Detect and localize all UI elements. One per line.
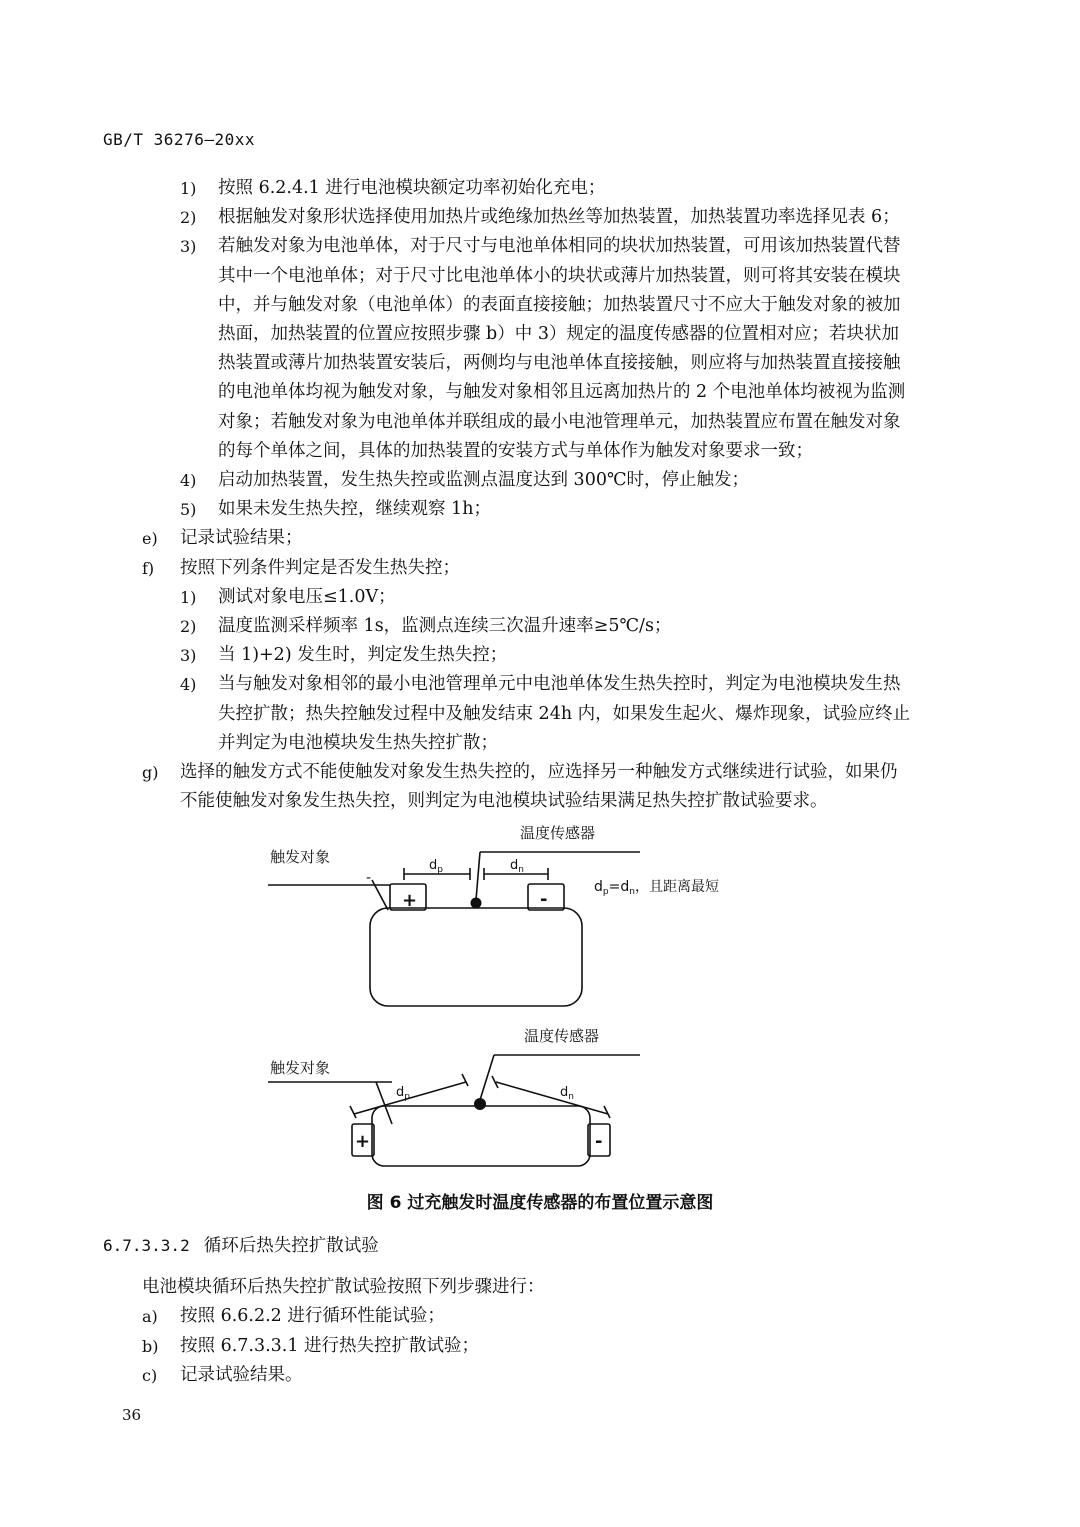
list-item-text-line: 如果未发生热失控，继续观察 1h； <box>218 499 491 520</box>
bottom-target-label: 触发对象 <box>270 1059 331 1077</box>
top-target-label: 触发对象 <box>270 848 331 866</box>
list-item-text-line: 的电池单体均视为触发对象，与触发对象相邻且远离加热片的 2 个电池单体均被视为监测 <box>218 382 906 403</box>
top-dn-label: $d_n$ <box>510 858 524 875</box>
figure-caption: 图 6 过充触发时温度传感器的布置位置示意图 <box>366 1193 714 1213</box>
list-item-label: 2) <box>180 208 197 228</box>
section-step-label: a) <box>142 1307 158 1326</box>
document-code-header: GB/T 36276—20xx <box>103 130 255 149</box>
section-intro: 电池模块循环后热失控扩散试验按照下列步骤进行： <box>142 1277 545 1297</box>
list-item-text-line: 热装置或薄片加热装置安装后，两侧均与电池单体直接接触，则应将与加热装置直接接触 <box>218 353 901 374</box>
list-item-text-line: 选择的触发方式不能使触发对象发生热失控的，应选择另一种触发方式继续进行试验，如果仍 <box>180 762 898 782</box>
page-number: 36 <box>122 1406 142 1424</box>
list-item-label: f) <box>142 558 155 578</box>
bottom-battery-diagram <box>268 1055 640 1166</box>
top-battery-diagram <box>268 852 640 1006</box>
top-positive-terminal <box>390 884 426 910</box>
list-item-text-line: 按照 6.2.4.1 进行电池模块额定功率初始化充电； <box>218 178 606 198</box>
list-item-label: 1) <box>180 587 197 607</box>
list-item-text-line: 根据触发对象形状选择使用加热片或绝缘加热丝等加热装置，加热装置功率选择见表 6； <box>218 207 900 228</box>
list-item-label: 3) <box>180 646 197 666</box>
section-step-text: 按照 6.7.3.3.1 进行热失控扩散试验； <box>180 1335 480 1356</box>
list-item-text-line: 不能使触发对象发生热失控，则判定为电池模块试验结果满足热失控扩散试验要求。 <box>180 791 828 812</box>
list-item-text-line: 对象；若触发对象为电池单体并联组成的最小电池管理单元，加热装置应布置在触发对象 <box>218 411 901 432</box>
bottom-battery-body <box>372 1106 590 1166</box>
list-item-label: 1) <box>180 179 197 198</box>
section-step-label: c) <box>142 1366 158 1385</box>
list-item-text-line: 按照下列条件判定是否发生热失控； <box>180 557 460 578</box>
top-sensor-leader-v <box>476 852 480 900</box>
bottom-dp-tick-left <box>350 1106 356 1118</box>
section-heading <box>103 1232 379 1257</box>
section-step-text: 按照 6.6.2.2 进行循环性能试验； <box>180 1306 445 1326</box>
bottom-dn-tick-right <box>604 1106 610 1118</box>
bottom-sensor-label: 温度传感器 <box>524 1027 600 1045</box>
section-title: 循环后热失控扩散试验 <box>203 1236 379 1256</box>
top-distance-note: $d_p=d_n$，且距离最短 <box>594 879 719 897</box>
list-item-text-line: 记录试验结果； <box>180 528 303 549</box>
list-item-label: 2) <box>180 617 197 636</box>
top-sensor-dot <box>471 898 482 909</box>
top-dp-label: $d_p$ <box>429 858 443 875</box>
list-item-text-line: 热面，加热装置的位置应按照步骤 b）中 3）规定的温度传感器的位置相对应；若块状加 <box>218 324 899 344</box>
bottom-positive-terminal <box>352 1124 374 1156</box>
bottom-target-pointer <box>376 1082 392 1124</box>
top-battery-body <box>370 908 582 1006</box>
section-number: 6.7.3.3.2 <box>103 1236 190 1255</box>
top-plus-symbol: + <box>402 890 418 911</box>
bottom-dp-tick-right <box>462 1074 468 1086</box>
bottom-sensor-dot <box>474 1098 486 1110</box>
top-negative-terminal <box>528 884 564 910</box>
list-item-text-line: 当 1)+2) 发生时，判定发生热失控； <box>218 645 508 666</box>
bottom-dn-label: $d_n$ <box>560 1085 574 1102</box>
list-item-text-line: 并判定为电池模块发生热失控扩散； <box>218 732 498 753</box>
bottom-dp-arrow <box>354 1082 466 1114</box>
bottom-dn-arrow <box>496 1082 608 1114</box>
list-item-text-line: 中，并与触发对象（电池单体）的表面直接接触；加热装置尺寸不应大于触发对象的被加 <box>218 294 901 315</box>
section-step-text: 记录试验结果。 <box>180 1365 303 1385</box>
bottom-negative-symbol: - <box>595 1131 603 1152</box>
bottom-sensor-leader-v <box>480 1055 494 1100</box>
section-step-label: b) <box>142 1336 159 1356</box>
list-item-text-line: 当与触发对象相邻的最小电池管理单元中电池单体发生热失控时，判定为电池模块发生热 <box>218 674 901 695</box>
bottom-dp-label: $d_p$ <box>396 1085 410 1102</box>
top-sensor-label: 温度传感器 <box>520 824 596 842</box>
list-item-label: 5) <box>180 500 197 520</box>
list-item-text-line: 其中一个电池单体；对于尺寸比电池单体小的块状或薄片加热装置，则可将其安装在模块 <box>218 265 901 286</box>
bottom-negative-terminal <box>588 1124 610 1156</box>
list-item-label: 3) <box>180 237 197 257</box>
list-item-label: 4) <box>180 471 197 490</box>
list-item-text-line: 测试对象电压≤1.0V； <box>218 586 396 607</box>
list-item-text-line: 的每个单体之间，具体的加热装置的安装方式与单体作为触发对象要求一致； <box>218 440 813 461</box>
bottom-plus-symbol: + <box>355 1131 371 1152</box>
list-item-text-line: 若触发对象为电池单体，对于尺寸与电池单体相同的块状加热装置，可用该加热装置代替 <box>218 236 901 257</box>
list-item-label: 4) <box>180 675 197 695</box>
list-item-text-line: 失控扩散；热失控触发过程中及触发结束 24h 内，如果发生起火、爆炸现象，试验应终止 <box>218 703 911 724</box>
bottom-dn-tick-left <box>492 1076 498 1088</box>
top-minus-mark: - <box>366 870 372 886</box>
top-negative-symbol: - <box>540 889 548 910</box>
list-item-text-line: 温度监测采样频率 1s，监测点连续三次温升速率≥5℃/s； <box>218 616 672 636</box>
list-item-label: e) <box>142 529 158 549</box>
list-item-label: g) <box>142 763 159 782</box>
top-target-pointer <box>372 880 388 910</box>
list-item-text-line: 启动加热装置，发生热失控或监测点温度达到 300℃时，停止触发； <box>218 470 750 490</box>
